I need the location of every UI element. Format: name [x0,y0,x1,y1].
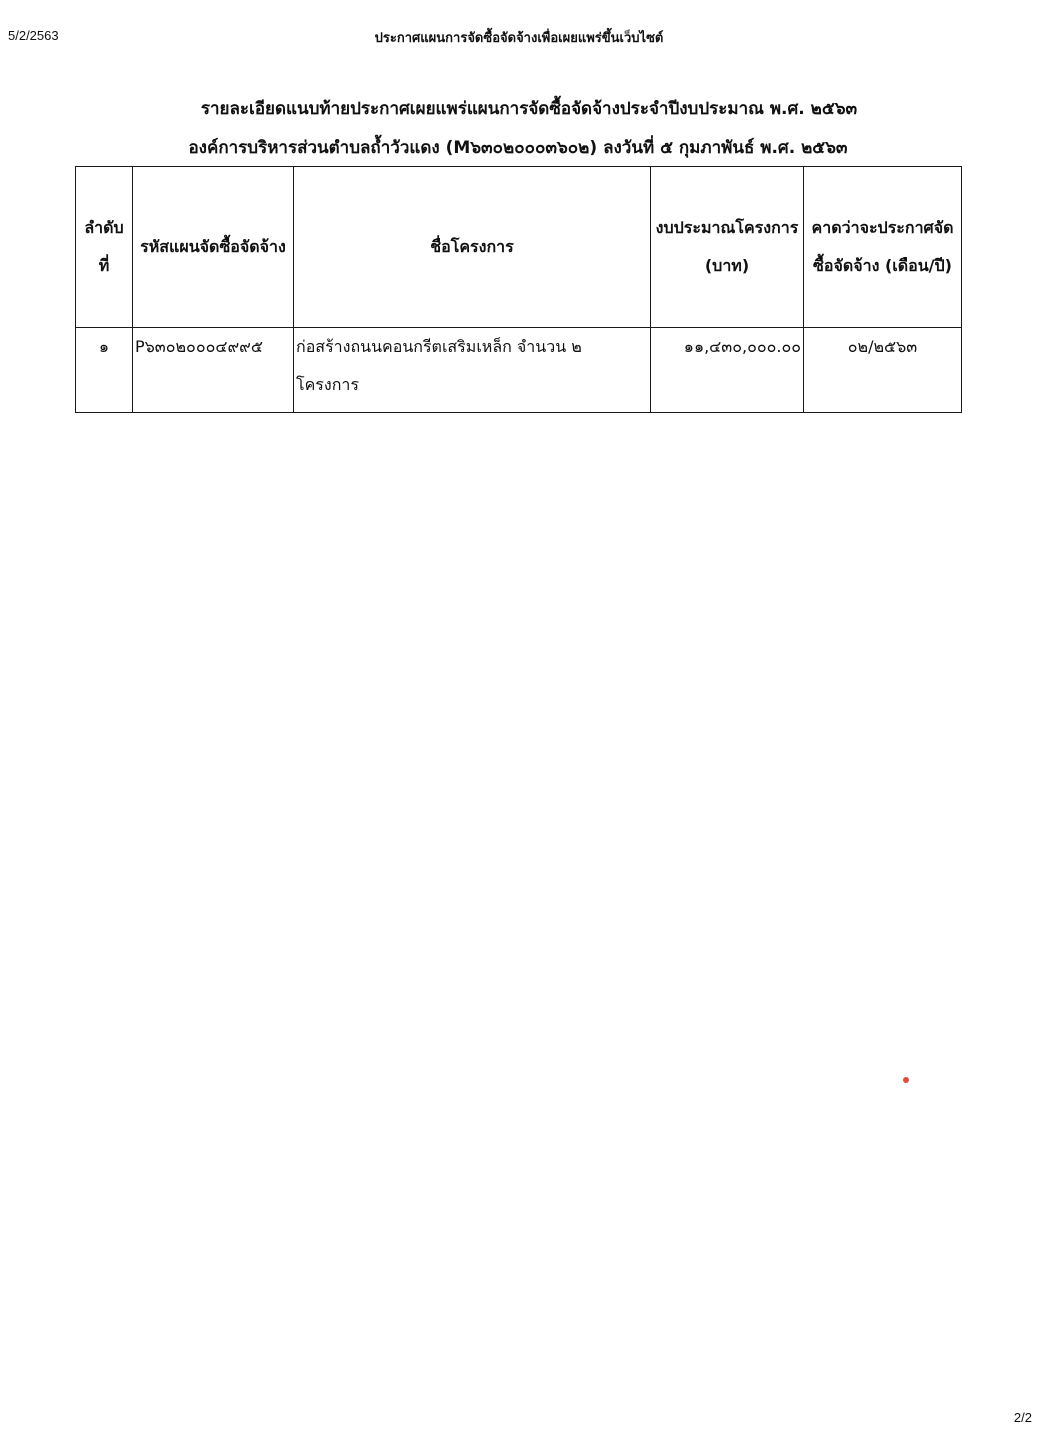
print-date: 5/2/2563 [8,28,59,43]
cell-order-number: ๑ [76,328,133,413]
header-expected-date: คาดว่าจะประกาศจัดซื้อจัดจ้าง (เดือน/ปี) [804,167,962,328]
cell-expected-date: ๐๒/๒๕๖๓ [804,328,962,413]
cell-project-name: ก่อสร้างถนนคอนกรีตเสริมเหล็ก จำนวน ๒ โครงการ [294,328,651,413]
cell-plan-code: P๖๓๐๒๐๐๐๔๙๙๕ [133,328,294,413]
document-heading-line-2: องค์การบริหารส่วนตำบลถ้ำวัวแดง (M๖๓๐๒๐๐๐๓๖๐๒) ลงวันที่ ๕ กุมภาพันธ์ พ.ศ. ๒๕๖๓ [188,138,848,158]
header-order-number: ลำดับที่ [76,167,133,328]
header-project-name: ชื่อโครงการ [294,167,651,328]
table-header-row [76,167,962,328]
print-header-title: ประกาศแผนการจัดซื้อจัดจ้างเพื่อเผยแพร่ขึ้นเว็บไซต์ [374,31,664,46]
procurement-plan-table [75,166,962,413]
table-row [76,328,962,413]
red-mark-dot [903,1077,909,1083]
document-heading-line-1: รายละเอียดแนบท้ายประกาศเผยแพร่แผนการจัดซื้อจัดจ้างประจำปีงบประมาณ พ.ศ. ๒๕๖๓ [200,99,858,119]
page-number: 2/2 [1013,1410,1032,1425]
header-plan-code: รหัสแผนจัดซื้อจัดจ้าง [133,167,294,328]
header-budget: งบประมาณโครงการ (บาท) [651,167,804,328]
cell-budget: ๑๑,๔๓๐,๐๐๐.๐๐ [651,328,804,413]
